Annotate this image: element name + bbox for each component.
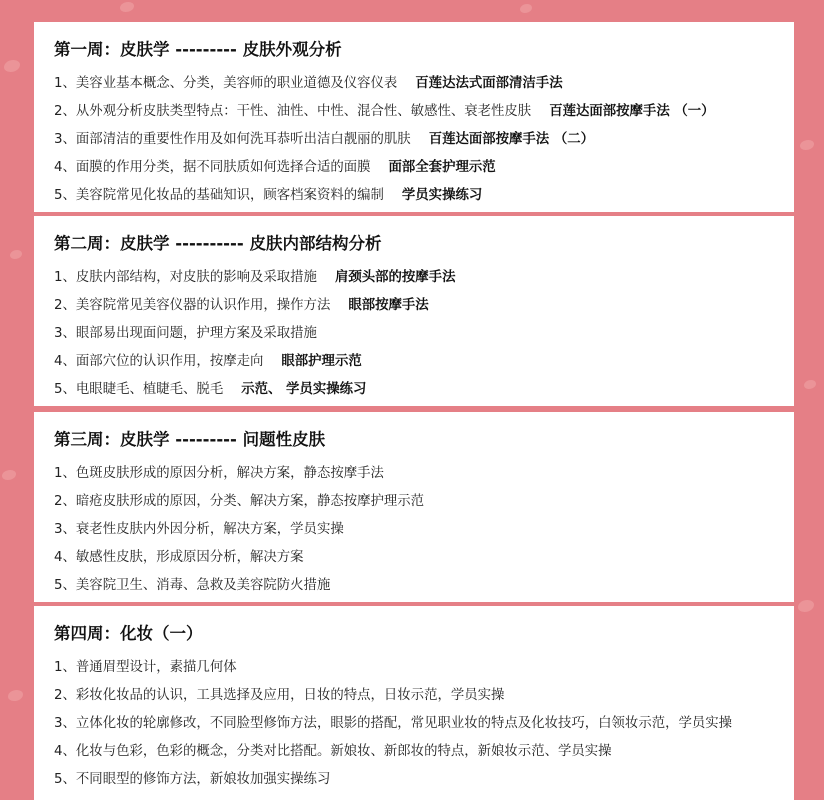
item-text: 4、敏感性皮肤，形成原因分析，解决方案 [54,550,304,565]
item-text: 1、皮肤内部结构，对皮肤的影响及采取措施 [54,270,317,285]
background-petal [8,690,23,701]
item-highlight: 眼部按摩手法 [348,298,429,313]
list-item [54,376,794,404]
week-title: 第一周：皮肤学 --------- 皮肤外观分析 [54,40,342,59]
week-title: 第四周：化妆（一） [54,624,203,643]
item-highlight: 百莲达面部按摩手法 （一） [549,104,715,119]
item-text: 3、面部清洁的重要性作用及如何洗耳恭听出洁白靓丽的肌肤 [54,132,411,147]
week-item-list [54,264,794,404]
item-text: 2、彩妆化妆品的认识，工具选择及应用，日妆的特点，日妆示范，学员实操 [54,688,505,703]
list-item [54,766,794,794]
item-text: 3、眼部易出现面问题，护理方案及采取措施 [54,326,317,341]
list-item [54,460,794,488]
week-item-list [54,460,794,600]
list-item [54,516,794,544]
list-item [54,572,794,600]
item-text: 5、不同眼型的修饰方法，新娘妆加强实操练习 [54,772,331,787]
item-text: 5、美容院卫生、消毒、急救及美容院防火措施 [54,578,331,593]
item-highlight: 面部全套护理示范 [388,160,496,175]
list-item [54,738,794,766]
item-text: 1、美容业基本概念、分类，美容师的职业道德及仪容仪表 [54,76,398,91]
item-text: 4、面膜的作用分类，据不同肤质如何选择合适的面膜 [54,160,371,175]
list-item [54,682,794,710]
list-item [54,182,794,210]
item-text: 4、面部穴位的认识作用，按摩走向 [54,354,264,369]
item-highlight: 学员实操练习 [401,188,483,203]
background-petal [520,4,532,13]
item-text: 2、美容院常见美容仪器的认识作用，操作方法 [54,298,331,313]
list-item [54,264,794,292]
background-petal [120,2,134,12]
list-item [54,70,794,98]
item-text: 1、色斑皮肤形成的原因分析，解决方案，静态按摩手法 [54,466,384,481]
item-text: 3、衰老性皮肤内外因分析，解决方案，学员实操 [54,522,344,537]
week-title: 第三周：皮肤学 --------- 问题性皮肤 [54,430,326,449]
week-card-2 [34,216,794,406]
item-text: 5、电眼睫毛、植睫毛、脱毛 [54,382,224,397]
week-title: 第二周：皮肤学 ---------- 皮肤内部结构分析 [54,234,382,253]
item-highlight: 百莲达法式面部清洁手法 [415,76,563,91]
background-petal [2,470,16,480]
background-petal [10,250,22,259]
item-highlight: 肩颈头部的按摩手法 [334,270,456,285]
week-card-4 [34,606,794,800]
list-item [54,154,794,182]
week-card-1 [34,22,794,212]
week-card-3 [34,412,794,602]
item-text: 2、暗疮皮肤形成的原因，分类、解决方案，静态按摩护理示范 [54,494,425,509]
list-item [54,126,794,154]
background-petal [804,380,816,389]
background-petal [798,600,814,612]
list-item [54,710,794,738]
item-text: 1、普通眉型设计，素描几何体 [54,660,237,675]
item-text: 3、立体化妆的轮廓修改，不同脸型修饰方法，眼影的搭配，常见职业妆的特点及化妆技巧，白领妆示范，学员实操 [54,716,733,731]
list-item [54,654,794,682]
list-item [54,544,794,572]
background-petal [4,60,20,72]
item-highlight: 眼部护理示范 [281,354,362,369]
background-petal [800,140,814,150]
list-item [54,488,794,516]
list-item [54,98,794,126]
item-highlight: 百莲达面部按摩手法 （二） [428,132,595,147]
week-item-list [54,70,794,210]
item-text: 2、从外观分析皮肤类型特点：干性、油性、中性、混合性、敏感性、衰老性皮肤 [54,104,532,119]
list-item [54,292,794,320]
week-item-list [54,654,794,794]
item-text: 4、化妆与色彩，色彩的概念，分类对比搭配。新娘妆、新郎妆的特点，新娘妆示范、学员实操 [54,744,612,759]
list-item [54,320,794,348]
list-item [54,348,794,376]
item-highlight: 示范、 学员实操练习 [241,382,367,397]
item-text: 5、美容院常见化妆品的基础知识，顾客档案资料的编制 [54,188,384,203]
